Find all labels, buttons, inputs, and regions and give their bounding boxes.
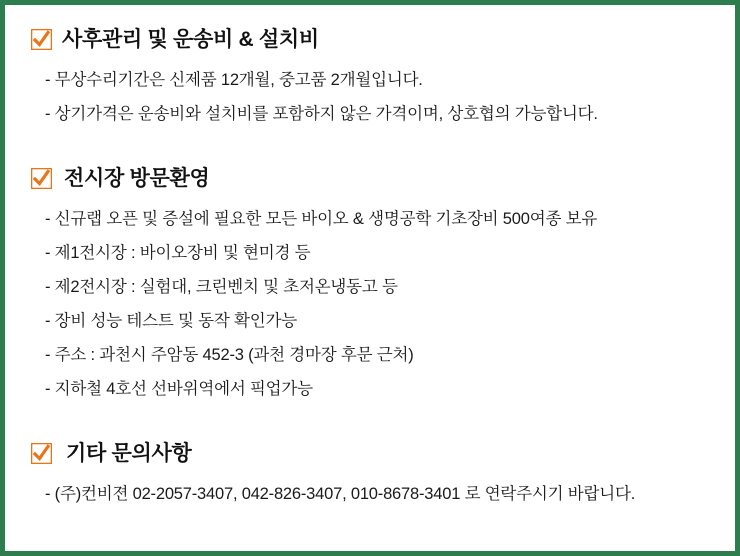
bullet-list-etc (31, 478, 709, 512)
list-item: - 신규랩 오픈 및 증설에 필요한 모든 바이오 & 생명공학 기초장비 500여종 보유 (45, 210, 598, 229)
list-item: - 상기가격은 운송비와 설치비를 포함하지 않은 가격이며, 상호협의 가능합니다. (45, 105, 598, 124)
section-header-etc (31, 441, 709, 466)
list-item: - 장비 성능 테스트 및 동작 확인가능 (45, 311, 297, 330)
section-showroom (31, 166, 709, 407)
orange-checkbox-icon (31, 443, 52, 464)
list-item: - 지하철 4호선 선바위역에서 픽업가능 (45, 379, 313, 398)
section-title-etc: 기타 문의사항 (66, 441, 192, 465)
bullet-list-showroom (31, 203, 709, 407)
section-title-aftercare: 사후관리 및 운송비 & 설치비 (62, 28, 319, 51)
section-title-showroom: 전시장 방문환영 (64, 167, 210, 191)
bullet-list-aftercare (31, 64, 709, 132)
section-etc (31, 441, 709, 512)
section-header-aftercare (31, 27, 709, 52)
list-item: - 주소 : 과천시 주암동 452-3 (과천 경마장 후문 근처) (45, 345, 414, 364)
list-item: - 제1전시장 : 바이오장비 및 현미경 등 (45, 244, 311, 263)
list-item: - 제2전시장 : 실험대, 크린벤치 및 초저온냉동고 등 (45, 278, 398, 297)
section-header-showroom (31, 166, 709, 191)
section-aftercare (31, 27, 709, 132)
orange-checkbox-icon (31, 168, 52, 189)
list-item: - 무상수리기간은 신제품 12개월, 중고품 2개월입니다. (45, 71, 423, 90)
list-item: - (주)컨비젼 02-2057-3407, 042-826-3407, 010-8678-3401 로 연락주시기 바랍니다. (45, 484, 636, 503)
orange-checkbox-icon (31, 29, 52, 50)
